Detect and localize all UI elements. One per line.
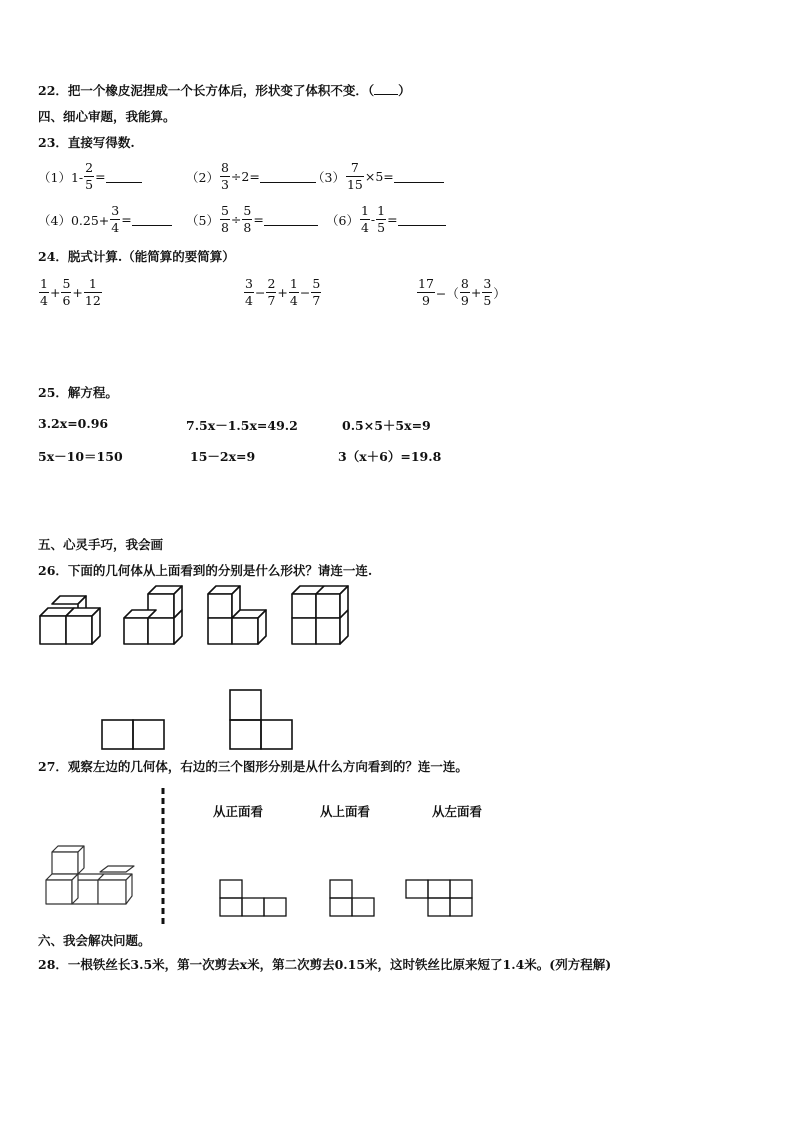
equation-3: 0.5×5＋5x=9 bbox=[342, 418, 431, 433]
operator: + bbox=[49, 285, 61, 300]
fraction: $\frac{1}{5}$ bbox=[377, 203, 386, 235]
question-25-title: 25．解方程。 bbox=[38, 385, 118, 400]
q23-item-6-tail: = bbox=[387, 212, 398, 227]
section-5-title: 五、心灵手巧，我会画 bbox=[38, 537, 164, 552]
q23-item-2-label: （2） bbox=[186, 169, 219, 185]
direction-left: 从左面看 bbox=[432, 804, 483, 819]
fraction: $\frac{1}{4}$ bbox=[289, 276, 298, 308]
q27-solid bbox=[46, 846, 134, 904]
direction-top: 从上面看 bbox=[320, 804, 371, 819]
equation-4: 5x－10＝150 bbox=[38, 449, 123, 464]
fraction: $\frac{3}{5}$ bbox=[483, 276, 492, 308]
equation-1: 3.2x=0.96 bbox=[38, 416, 109, 431]
equation-2: 7.5x－1.5x=49.2 bbox=[186, 418, 298, 433]
q23-item-6-label: （6） bbox=[326, 212, 359, 228]
view-b bbox=[330, 880, 374, 916]
operator: −（ bbox=[435, 285, 459, 301]
fraction: $\frac{5}{6}$ bbox=[62, 276, 71, 308]
question-22-text: 22．把一个橡皮泥捏成一个长方体后，形状变了体积不变．（ bbox=[38, 83, 375, 98]
operator: - bbox=[370, 212, 376, 227]
fraction: $\frac{8}{3}$ bbox=[220, 160, 229, 192]
q23-item-5-label: （5） bbox=[186, 212, 219, 228]
direction-front: 从正面看 bbox=[213, 804, 264, 819]
paren-close: ） bbox=[493, 285, 506, 301]
fraction: $\frac{2}{7}$ bbox=[267, 276, 276, 308]
fraction: $\frac{5}{8}$ bbox=[243, 203, 252, 235]
fraction: 1 4 bbox=[40, 276, 48, 308]
fraction: 8 9 bbox=[460, 276, 469, 308]
fraction: $\frac{3}{4}$ bbox=[111, 203, 120, 235]
fraction: $\frac{5}{8}$ bbox=[220, 203, 229, 235]
equation-6: 3（x＋6）=19.8 bbox=[338, 449, 442, 464]
question-22-close: ） bbox=[398, 83, 411, 98]
q23-item-4-tail: = bbox=[121, 212, 132, 227]
question-28-text: 28．一根铁丝长3.5米，第一次剪去x米，第二次剪去0.15米，这时铁丝比原来短了1.4米。(列方程解) bbox=[38, 957, 612, 972]
view-a bbox=[220, 880, 286, 916]
question-26-title: 26．下面的几何体从上面看到的分别是什么形状？请连一连. bbox=[38, 563, 373, 578]
section-6-title: 六、我会解决问题。 bbox=[38, 933, 151, 948]
section-4-title: 四、细心审题，我能算。 bbox=[38, 109, 176, 124]
q23-item-1-label: （1）1- bbox=[38, 169, 84, 185]
q23-item-3-label: （3） bbox=[312, 169, 345, 185]
q23-item-1-tail: = bbox=[95, 169, 106, 184]
q23-item-2-tail: ÷2= bbox=[230, 169, 260, 184]
q23-item-4-label: （4）0.25+ bbox=[38, 212, 110, 228]
fraction: 3 4 bbox=[245, 276, 253, 308]
view-c bbox=[406, 880, 472, 916]
q23-item-3-tail: ×5= bbox=[364, 169, 394, 184]
operator: − bbox=[254, 285, 266, 300]
equation-5: 15－2x=9 bbox=[190, 449, 256, 464]
operator: − bbox=[299, 285, 311, 300]
fraction: $\frac{2}{5}$ bbox=[85, 160, 94, 192]
fraction: $\frac{7}{15}$ bbox=[346, 160, 363, 192]
fraction: $\frac{1}{12}$ bbox=[84, 276, 101, 308]
operator: + bbox=[470, 285, 482, 300]
question-27-title: 27．观察左边的几何体，右边的三个图形分别是从什么方向看到的？连一连。 bbox=[38, 759, 468, 774]
operator: ÷ bbox=[230, 212, 242, 227]
q23-item-5-tail: = bbox=[253, 212, 264, 227]
operator: + bbox=[277, 285, 288, 300]
question-23-title: 23．直接写得数. bbox=[38, 135, 135, 150]
fraction: 17 9 bbox=[418, 276, 434, 308]
question-24-title: 24．脱式计算.（能简算的要简算） bbox=[38, 249, 235, 264]
fraction: 1 4 bbox=[360, 203, 369, 235]
operator: + bbox=[72, 285, 83, 300]
fraction: $\frac{5}{7}$ bbox=[312, 276, 321, 308]
